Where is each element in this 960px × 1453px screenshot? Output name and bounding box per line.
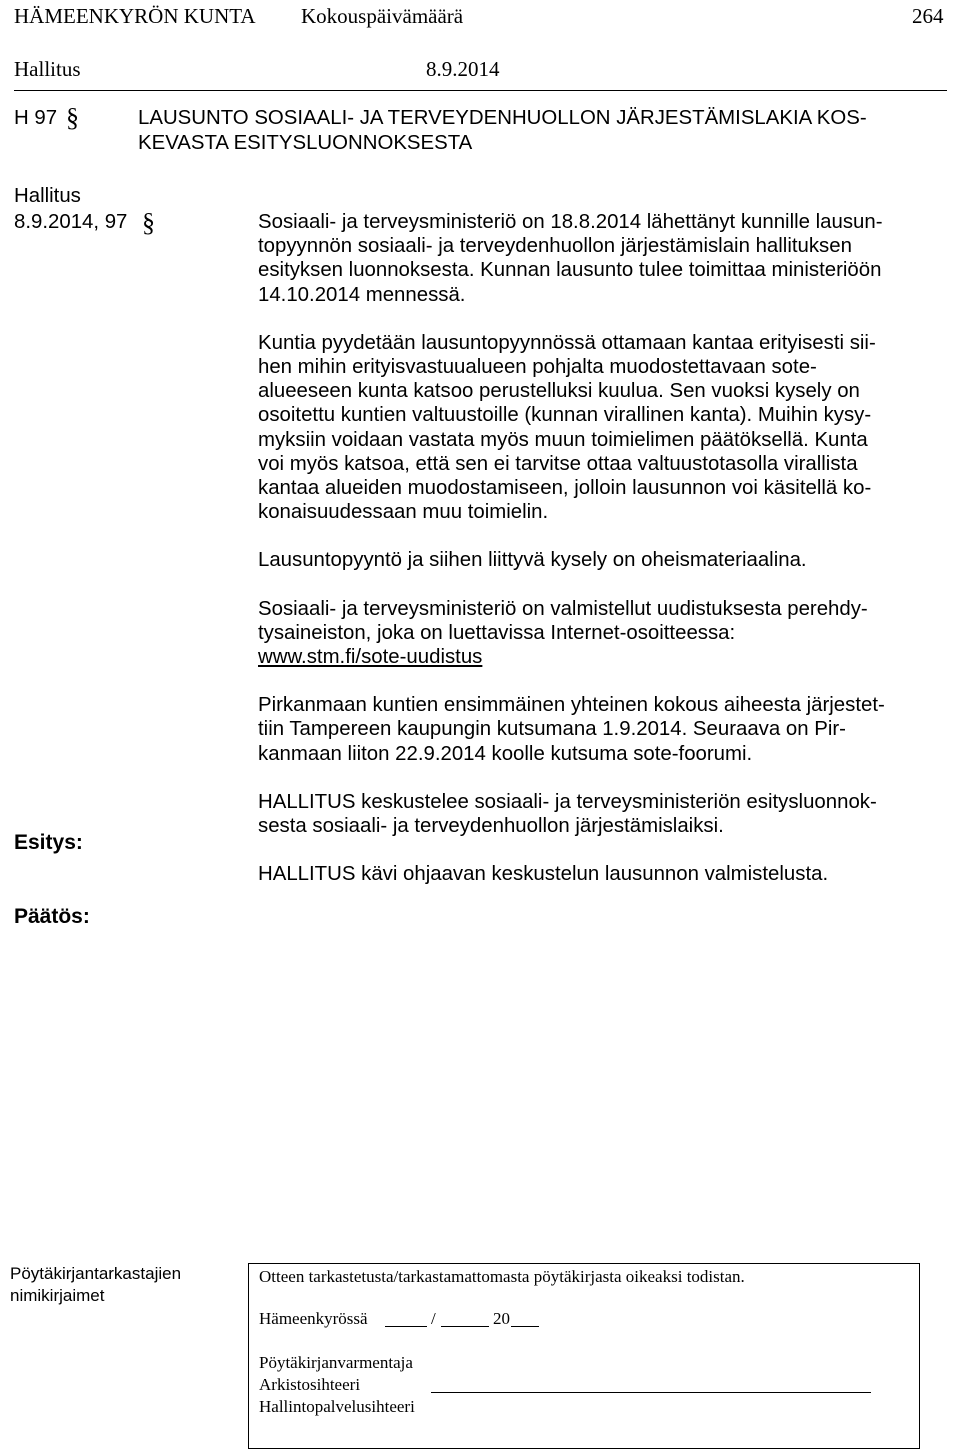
prior-reference: 8.9.2014, 97 — [14, 211, 128, 233]
text-line: Pirkanmaan kuntien ensimmäinen yhteinen kokous aiheesta järjestet- — [258, 694, 885, 717]
paragraph — [258, 597, 948, 670]
certifier-label: Pöytäkirjanvarmentaja — [259, 1353, 413, 1372]
text-line: voi myös katsoa, että sen ei tarvitse ottaa valtuustotasolla virallista — [258, 452, 858, 475]
paragraph — [258, 210, 948, 307]
text-line: myksiin voidaan vastata myös muun toimielimen päätöksellä. Kunta — [258, 428, 868, 451]
year-blank — [511, 1326, 539, 1327]
signature-line — [431, 1392, 871, 1393]
text-line: tysaineiston, joka on luettavissa Internet-osoitteessa: — [258, 621, 736, 644]
page-number: 264 — [912, 4, 944, 28]
year-prefix: 20 — [493, 1309, 510, 1328]
day-blank — [385, 1326, 427, 1327]
section-sign-icon: § — [142, 208, 155, 237]
text-line: tiin Tampereen kaupungin kutsumana 1.9.2014. Seuraava on Pir- — [258, 718, 846, 741]
section-sign-icon: § — [66, 103, 79, 132]
text-line: 14.10.2014 mennessä. — [258, 283, 466, 306]
certification-text: Otteen tarkastetusta/tarkastamattomasta pöytäkirjasta oikeaksi todistan. — [259, 1267, 745, 1286]
section-title — [138, 106, 867, 156]
proposal-label: Esitys: — [14, 831, 83, 854]
footer — [10, 1263, 920, 1451]
main-text — [258, 210, 948, 886]
text-line: kantaa alueiden muodostamiseen, jolloin lausunnon voi käsitellä ko- — [258, 477, 872, 500]
date-slash: / — [431, 1309, 436, 1328]
text-line: Lausuntopyyntö ja siihen liittyvä kysely on oheismateriaalina. — [258, 549, 807, 572]
section-title-line: KEVASTA ESITYSLUONNOKSESTA — [138, 132, 473, 154]
footer-label-line: nimikirjaimet — [10, 1286, 105, 1305]
section-title-line: LAUSUNTO SOSIAALI- JA TERVEYDENHUOLLON JÄRJESTÄMISLAKIA KOS- — [138, 107, 867, 129]
paragraph — [258, 693, 948, 766]
certification-box — [248, 1263, 920, 1449]
sote-reform-link[interactable]: www.stm.fi/sote-uudistus — [258, 646, 483, 669]
section-number: H 97 — [14, 107, 58, 129]
footer-label-line: Pöytäkirjantarkastajien — [10, 1264, 182, 1283]
text-line: hen mihin erityisvastuualueen pohjalta muodostettavaan sote- — [258, 356, 817, 379]
text-line: kanmaan liiton 22.9.2014 koolle kutsuma sote-foorumi. — [258, 742, 753, 765]
text-line: HALLITUS kävi ohjaavan keskustelun lausunnon valmistelusta. — [258, 863, 829, 886]
proposal-text — [258, 790, 948, 838]
text-line: konaisuudessaan muu toimielin. — [258, 501, 549, 524]
prior-body: Hallitus — [14, 185, 81, 207]
paragraph — [258, 548, 948, 572]
text-line: sesta sosiaali- ja terveydenhuollon järjestämislaiksi. — [258, 815, 724, 838]
footer-initials-label — [10, 1263, 248, 1307]
text-line: alueeseen kunta katsoo perustelluksi kuulua. Sen vuoksi kysely on — [258, 380, 860, 403]
text-line: HALLITUS keskustelee sosiaali- ja terveysministeriön esitysluonnok- — [258, 790, 877, 813]
month-blank — [441, 1326, 489, 1327]
municipality-name: HÄMEENKYRÖN KUNTA — [14, 4, 256, 28]
certifier-role-2: Hallintopalvelusihteeri — [259, 1397, 415, 1416]
decision-label: Päätös: — [14, 905, 90, 928]
text-line: Kuntia pyydetään lausuntopyynnössä ottamaan kantaa erityisesti sii- — [258, 331, 876, 354]
meeting-date: 8.9.2014 — [426, 57, 500, 81]
paragraph — [258, 331, 948, 525]
text-line: topyynnön sosiaali- ja terveydenhuollon järjestämislain hallituksen — [258, 235, 852, 258]
text-line: Sosiaali- ja terveysministeriö on valmistellut uudistuksesta perehdy- — [258, 597, 868, 620]
decision-text — [258, 862, 948, 886]
text-line: osoitettu kuntien valtuustoille (kunnan virallinen kanta). Muihin kysy- — [258, 404, 872, 427]
text-line: Sosiaali- ja terveysministeriö on 18.8.2014 lähettänyt kunnille lausun- — [258, 211, 883, 233]
certifier-role-1: Arkistosihteeri — [259, 1375, 361, 1394]
meeting-body: Hallitus — [14, 57, 81, 81]
text-line: esityksen luonnoksesta. Kunnan lausunto tulee toimittaa ministeriöön — [258, 259, 882, 282]
document-type: Kokouspäivämäärä — [301, 4, 464, 28]
header-divider — [14, 90, 947, 91]
place-label: Hämeenkyrössä — [259, 1309, 368, 1328]
